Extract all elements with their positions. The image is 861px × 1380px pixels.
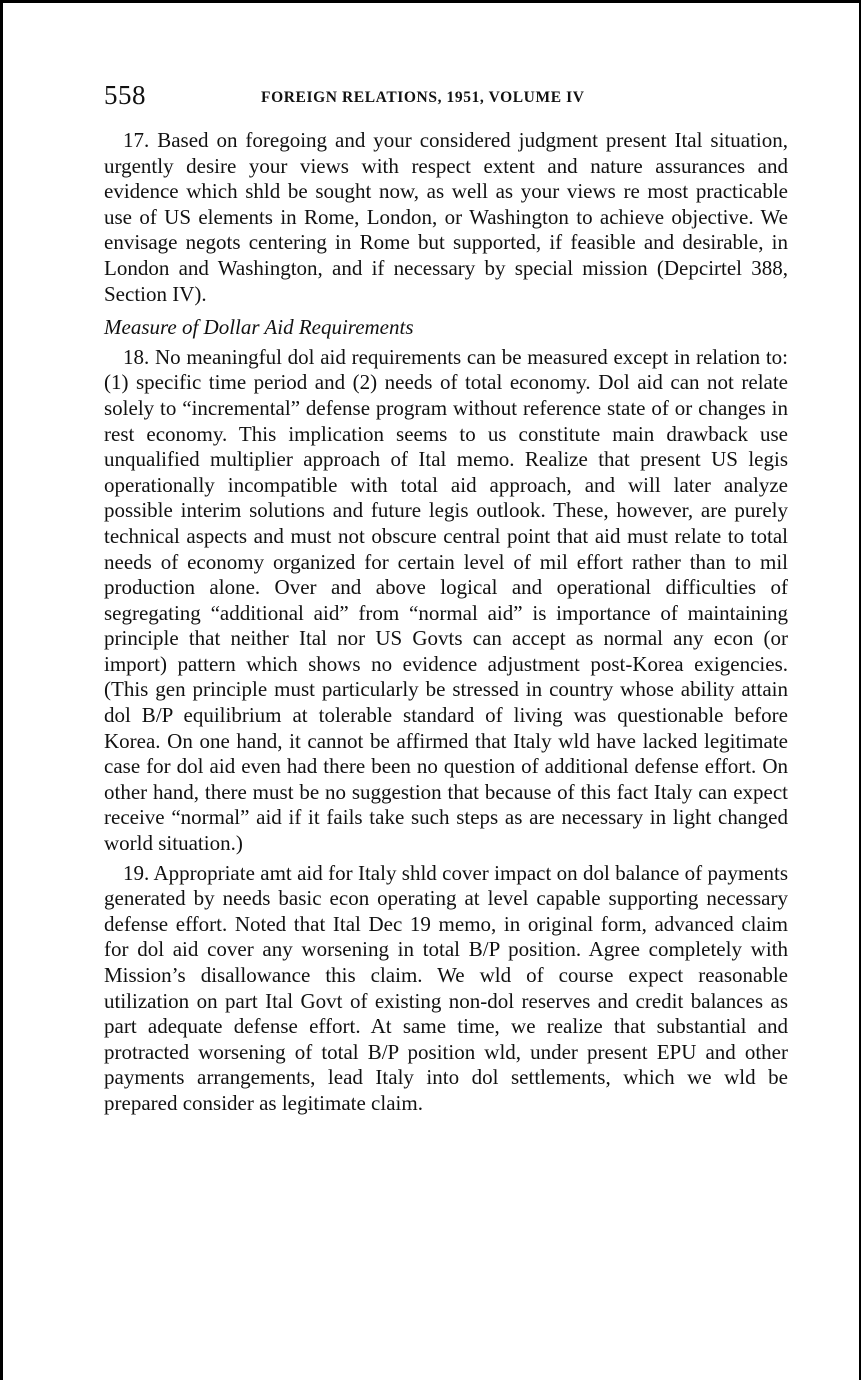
running-head: FOREIGN RELATIONS, 1951, VOLUME IV bbox=[261, 89, 585, 106]
paragraph-18: 18. No meaningful dol aid requirements can be measured except in relation to: (1) specific time period and (2) needs of total economy. Dol aid can not relate solely to “incremental” defense program without reference state of or changes in rest economy. This implication seems to us constitute main drawback use unqualified multiplier approach of Ital memo. Realize that present US legis operationally incompatible with total aid approach, and will later analyze possible interim solutions and future legis outlook. These, however, are purely technical aspects and must not obscure central point that aid must relate to total needs of economy organized for certain level of mil effort rather than to mil production alone. Over and above logical and operational difficulties of segregating “additional aid” from “normal aid” is importance of maintaining principle that neither Ital nor US Govts can accept as normal any econ (or import) pattern which shows no evidence adjustment post-Korea exigencies. (This gen principle must particularly be stressed in country whose ability attain dol B/P equilibrium at tolerable standard of living was questionable before Korea. On one hand, it cannot be affirmed that Italy wld have lacked legitimate case for dol aid even had there been no question of additional defense effort. On other hand, there must be no suggestion that because of this fact Italy can expect receive “normal” aid if it fails take such steps as are necessary in light changed world situation.) bbox=[104, 344, 788, 856]
page-number: 558 bbox=[104, 80, 146, 110]
paragraph-17: 17. Based on foregoing and your considered judgment present Ital situation, urgently desire your views with respect extent and nature assurances and evidence which shld be sought now, as well as your views re most practicable use of US elements in Rome, London, or Washington to achieve objective. We envisage negots centering in Rome but supported, if feasible and desirable, in London and Washington, and if necessary by special mission (Depcirtel 388, Section IV). bbox=[104, 128, 788, 306]
paragraph-19: 19. Appropriate amt aid for Italy shld cover impact on dol balance of payments generated by needs basic econ operating at level capable supporting necessary defense effort. Noted that Ital Dec 19 memo, in original form, advanced claim for dol aid cover any worsening in total B/P position. Agree completely with Mission’s disallowance this claim. We wld of course expect reasonable utilization on part Ital Govt of existing non-dol reserves and credit balances as part adequate defense effort. At same time, we realize that substantial and protracted worsening of total B/P position wld, under present EPU and other payments arrangements, lead Italy into dol settlements, which we wld be prepared consider as legitimate claim. bbox=[104, 860, 788, 1115]
section-heading: Measure of Dollar Aid Requirements bbox=[104, 315, 414, 340]
scan-border-left bbox=[0, 0, 3, 1380]
page-header bbox=[104, 80, 788, 114]
scan-border-top bbox=[0, 0, 861, 3]
body-text bbox=[104, 128, 788, 1117]
